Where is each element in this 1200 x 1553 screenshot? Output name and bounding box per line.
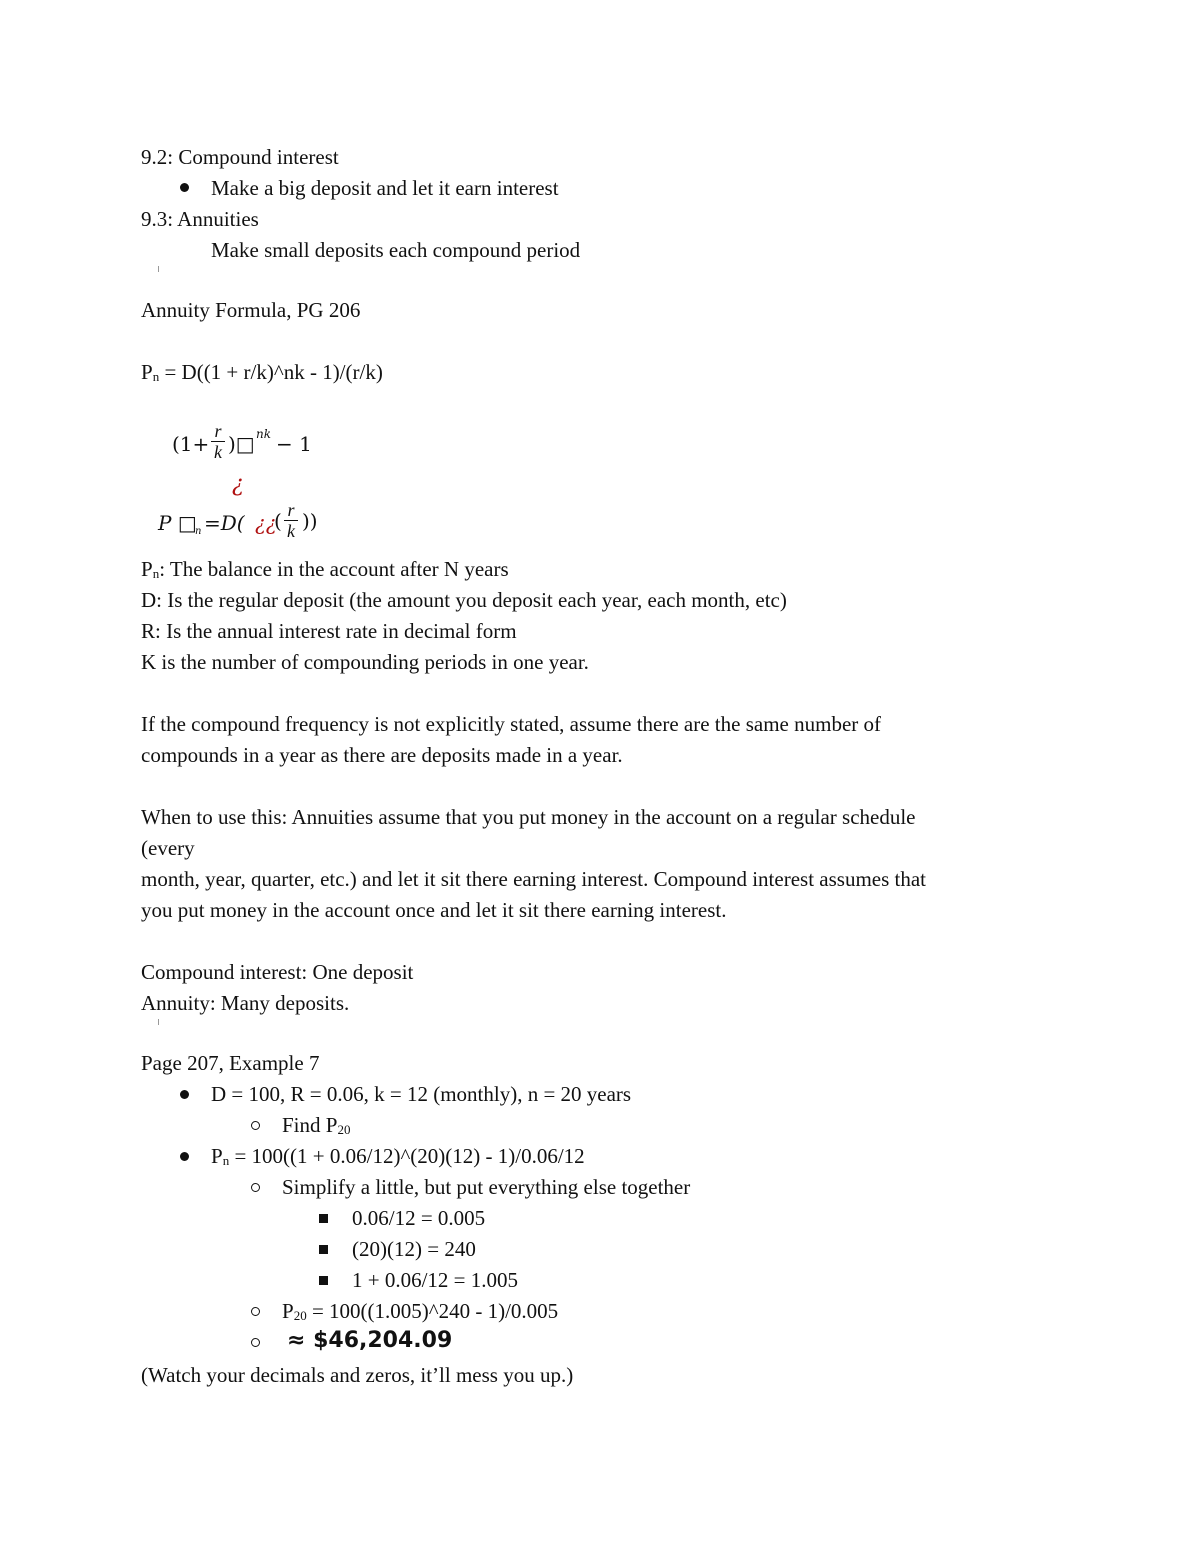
example-given: D = 100, R = 0.06, k = 12 (monthly), n = 20 years (211, 1082, 632, 1106)
circle-bullet-icon (251, 1307, 260, 1316)
definition-k: K is the number of compounding periods in one year. (141, 650, 589, 674)
eq-red-double: ¿¿ (255, 511, 277, 535)
eq-close: )□ (228, 432, 255, 456)
example-result: $P_{20}$ = 100((1.005)^240 - 1)/0.005 (282, 1299, 559, 1323)
eq-fraction-bottom: r k (284, 500, 298, 541)
freq-para-line: compounds in a year as there are deposits made in a year. (141, 743, 623, 767)
eq-p-sub: n (195, 526, 202, 537)
example-formula: $P_n = 100((1$ + 0.06/12)^(20)(12) - 1)/0.06/12 (211, 1144, 585, 1168)
square-bullet-icon (319, 1245, 328, 1254)
circle-bullet-icon (251, 1338, 260, 1347)
circle-bullet-icon (251, 1183, 260, 1192)
eq-close-parens: )) (302, 509, 318, 533)
compare-compound: Compound interest: One deposit (141, 960, 414, 984)
eq-fraction-top: r k (211, 421, 225, 462)
eq-open-paren: ( (274, 509, 282, 533)
example-answer: ≈ $46,204.09 (287, 1328, 453, 1353)
caret-mark (158, 266, 159, 272)
square-bullet-icon (319, 1214, 328, 1223)
eq-open: (1+ (172, 432, 210, 456)
example-simplify: Simplify a little, but put everything else together (282, 1175, 691, 1199)
bullet-icon (180, 183, 189, 192)
example-step: 1 + 0.06/12 = 1.005 (352, 1268, 519, 1292)
bullet-icon (180, 1152, 189, 1161)
square-bullet-icon (319, 1276, 328, 1285)
section-heading-compound: 9.2: Compound interest (141, 145, 339, 169)
when-para-line: you put money in the account once and let it sit there earning interest. (141, 898, 727, 922)
eq-minus-one: − 1 (276, 432, 312, 456)
when-para-line: month, year, quarter, etc.) and let it sit there earning interest. Compound interest assumes that (141, 867, 927, 891)
eq-exponent: nk (256, 427, 271, 441)
bullet-text: Make a big deposit and let it earn interest (211, 176, 559, 200)
footer-note: (Watch your decimals and zeros, it’ll mess you up.) (141, 1363, 574, 1387)
example-find: Find $P_{20}$ (282, 1113, 351, 1137)
formula-title: Annuity Formula, PG 206 (141, 298, 361, 322)
annuities-description: Make small deposits each compound period (211, 238, 581, 262)
section-heading-annuities: 9.3: Annuities (141, 207, 259, 231)
eq-red-mark: ¿ (232, 472, 244, 497)
eq-equals-d: =D( (204, 511, 245, 535)
example-step: (20)(12) = 240 (352, 1237, 476, 1261)
eq-p: P □ (158, 511, 197, 535)
bullet-icon (180, 1090, 189, 1099)
when-para-line: When to use this: Annuities assume that you put money in the account on a regular schedule (141, 805, 916, 829)
formula-text: $P_n = D((1$ + r/k)^nk - 1)/(r/k) (141, 360, 383, 384)
compare-annuity: Annuity: Many deposits. (141, 991, 350, 1015)
example-title: Page 207, Example 7 (141, 1051, 320, 1075)
example-step: 0.06/12 = 0.005 (352, 1206, 486, 1230)
definition-d: D: Is the regular deposit (the amount you deposit each year, each month, etc) (141, 588, 787, 612)
definition-r: R: Is the annual interest rate in decimal form (141, 619, 517, 643)
circle-bullet-icon (251, 1121, 260, 1130)
definition-pn: $P_n$: The balance in the account after N years (141, 557, 509, 581)
freq-para-line: If the compound frequency is not explicitly stated, assume there are the same number of (141, 712, 882, 736)
caret-mark (158, 1019, 159, 1025)
when-para-line: (every (141, 836, 195, 860)
